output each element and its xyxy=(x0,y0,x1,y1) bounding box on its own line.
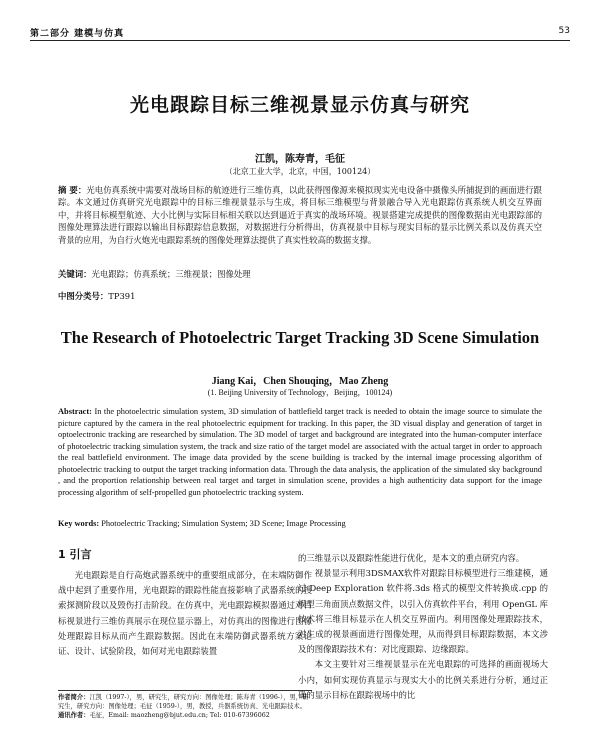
keywords-cn-text: 光电跟踪；仿真系统；三维视景；图像处理 xyxy=(91,269,251,279)
footnote-author-label: 作者简介： xyxy=(58,694,90,701)
author-footnote xyxy=(58,690,312,720)
footnote-correspondence xyxy=(58,711,312,720)
footnote-corr-text: 毛征，Email: maozheng@bjut.edu.cn; Tel: 010-67396062 xyxy=(89,712,270,719)
title-english: The Research of Photoelectric Target Tracking 3D Scene Simulation xyxy=(60,328,540,347)
continuation-paragraph: 的三维显示以及跟踪性能进行优化，是本文的重点研究内容。 xyxy=(298,553,525,563)
abstract-en-text: In the photoelectric simulation system, 3D simulation of battlefield target track is needed to obtain the image source to simulate the picture captured by the camera in the real photoelectric equipment for tracking. In this paper, the 3D visual display and generation of target in optoelectronic tracking are researched by simulation. The 3D model of target and background are integrated into the human-computer interface of photoelectric tracking simulation system, the track and size ratio of the target model are associated with the actual target in order to approach the real battlefield environment. The image data provided by the scene building is tracked by the internal image processing algorithm of photoelectric tracking to output the target tracking information data. Through the data analysis, the application of the simulated sky background , and the proportion relationship between real target and target in simulation scene, provides a high authenticity data support for the image processing algorithm of self-propelled gun photoelectric tracking system. xyxy=(58,407,542,497)
authors-chinese: 江凯，陈寿青，毛征 xyxy=(255,154,345,165)
running-header xyxy=(30,26,570,41)
affiliation-chinese: （北京工业大学，北京，中国，100124） xyxy=(224,167,376,176)
authors-english: Jiang Kai，Chen Shouqing，Mao Zheng xyxy=(211,376,389,387)
title-chinese: 光电跟踪目标三维视景显示仿真与研究 xyxy=(129,94,470,116)
abstract-english xyxy=(58,406,542,498)
classification-cn-label: 中图分类号： xyxy=(58,291,109,301)
abstract-chinese xyxy=(58,184,542,246)
footnote-corr-label: 通讯作者： xyxy=(58,712,90,719)
keywords-chinese xyxy=(58,268,542,280)
affiliation-english: (1. Beijing University of Technology，Beijing，100124) xyxy=(207,388,393,397)
abstract-cn-text: 光电仿真系统中需要对战场目标的航迹进行三维仿真，以此获得图像源来模拟现实光电设备中摄像头所捕捉到的画面进行跟踪。本文通过仿真研究光电跟踪中的目标三维视景显示与生成，将目标三维模型与背景融合导入光电跟踪仿真系统人机交互界面中，并将目标模型航迹、大小比例与实际目标相关联以达到逼近于真实的战场环境。视景搭建完成提供的图像数据由光电跟踪部的图像处理算法进行跟踪以输出目标跟踪信息数据，对数据进行分析得出，仿真视景中目标与现实目标的显示比例关系以及仿真天空背景的应用，为自行火炮光电跟踪系统的图像处理算法提供了真实性较高的数据支撑。 xyxy=(58,185,543,245)
abstract-cn-label: 摘 要： xyxy=(58,185,87,195)
main-focus-paragraph: 本文主要针对三维视景显示在光电跟踪的可选择的画面视场大小内，如何实现仿真显示与现实大小的比例关系进行分析，通过正确的显示目标在跟踪视场中的比 xyxy=(298,659,548,700)
keywords-en-text: Photoelectric Tracking; Simulation System; 3D Scene; Image Processing xyxy=(101,519,346,528)
section-heading-introduction: 1 引言 xyxy=(58,548,92,561)
page-number: 53 xyxy=(558,26,570,36)
classification-cn-text: TP391 xyxy=(108,291,136,301)
abstract-en-label: Abstract: xyxy=(58,407,92,416)
right-column xyxy=(298,551,548,703)
keywords-english xyxy=(58,519,542,528)
classification-chinese xyxy=(58,290,542,302)
keywords-cn-label: 关键词： xyxy=(58,269,92,279)
left-column xyxy=(58,548,312,659)
scene-display-paragraph: 视景显示利用3DSMAX软件对跟踪目标模型进行三维建模，通过 Deep Exploration 软件将.3ds 格式的模型文件转换成.cpp 的模型三角面顶点数据文件，以引入仿真软件平台，利用 OpenGL 库技术将三维目标显示在人机交互界面内。利用图像处理跟踪技术，对生成的视景画面进行图像处理，从而得到目标跟踪数据，本文涉及的图像跟踪技术有：对比度跟踪、边缘跟踪。 xyxy=(298,568,548,655)
intro-paragraph: 光电跟踪是自行高炮武器系统中的重要组成部分，在末端防御作战中起到了重要作用，光电跟踪的跟踪性能直接影响了武器系统的搜索探测阶段以及毁伤打击阶段。在仿真中，光电跟踪模拟器通过对目标视景进行三维仿真展示在现位显示器上，对仿真出的图像进行图像处理跟踪目标从而产生跟踪数据。因此在末端防御武器系统方案论证、设计、试验阶段，如何对光电跟踪装置 xyxy=(58,570,312,657)
header-section: 第二部分 建模与仿真 xyxy=(30,29,125,39)
footnote-author-info xyxy=(58,693,312,711)
footnote-author-text: 江凯（1997-），男，研究生，研究方向：图像处理；陈寿青（1996-），男，研究生，研究方向：图像处理；毛征（1959-），男，教授，兵器系统仿真、光电跟踪技术。 xyxy=(58,694,309,710)
keywords-en-label: Key words: xyxy=(58,519,100,528)
